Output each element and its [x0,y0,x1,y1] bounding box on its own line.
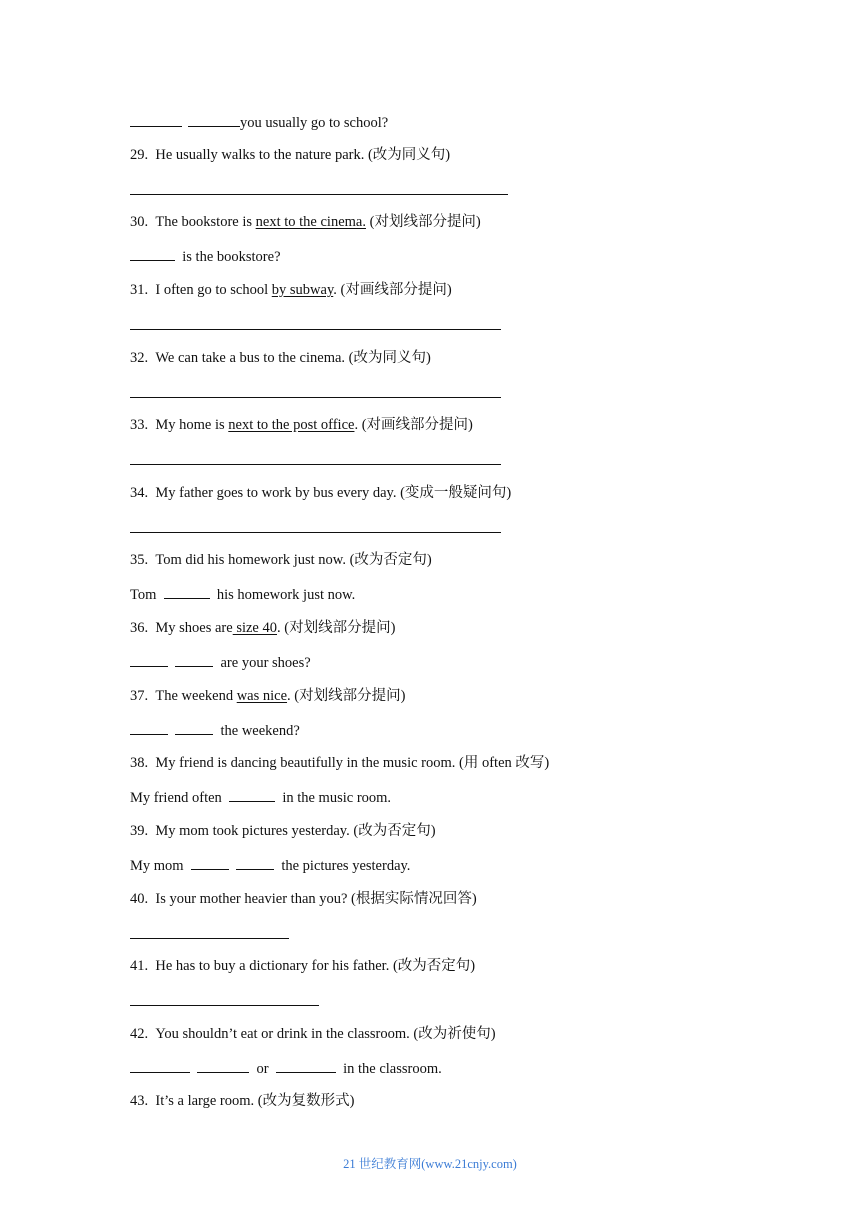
q40-answer-line[interactable] [130,938,289,939]
question-text: He has to buy a dictionary for his father. (改为否定句) [155,958,476,974]
q30-answer-text: is the bookstore? [178,249,281,265]
blank[interactable] [191,855,229,870]
question-42 [130,1024,496,1044]
question-number: 42. [130,1026,149,1042]
blank[interactable] [130,720,168,735]
q31-answer-line[interactable] [130,329,501,330]
question-text: You shouldn’t eat or drink in the classroom. (改为祈使句) [155,1026,496,1042]
question-number: 31. [130,282,149,298]
question-30 [130,212,481,232]
blank[interactable] [236,855,274,870]
answer-suffix: in the music room. [282,790,392,806]
answer-prefix: My friend often [130,790,222,806]
question-text: Is your mother heavier than you? (根据实际情况回答) [155,891,477,907]
q41-answer-line[interactable] [130,1005,319,1006]
blank[interactable] [229,787,275,802]
question-number: 35. [130,552,149,568]
blank[interactable] [130,112,182,127]
question-instruction: (对划线部分提问) [365,214,481,230]
question-number: 43. [130,1093,149,1109]
question-37 [130,686,405,706]
question-number: 36. [130,620,149,636]
question-number: 29. [130,147,149,163]
question-39 [130,821,436,841]
blank[interactable] [276,1058,336,1073]
question-text: Tom did his homework just now. (改为否定句) [155,552,432,568]
question-34 [130,483,511,503]
question-instruction: . (对画线部分提问) [333,282,452,298]
question-33 [130,415,473,435]
underlined-part: next to the post office [228,417,355,433]
answer-suffix: in the classroom. [343,1061,442,1077]
blank[interactable] [130,1058,190,1073]
question-text: My friend is dancing beautifully in the music room. (用 often 改写) [155,755,550,771]
question-number: 39. [130,823,149,839]
answer-suffix: are your shoes? [220,655,311,671]
question-number: 38. [130,755,149,771]
question-number: 33. [130,417,149,433]
q28-answer-text: you usually go to school? [240,115,389,131]
q35-answer-line [130,584,355,605]
answer-suffix: his homework just now. [216,587,356,603]
answer-connector: or [256,1061,269,1077]
q42-answer-line [130,1058,442,1079]
question-number: 37. [130,688,149,704]
question-29 [130,145,450,165]
blank[interactable] [130,652,168,667]
question-43 [130,1091,354,1111]
blank[interactable] [188,112,240,127]
blank[interactable] [197,1058,249,1073]
underlined-part: next to the cinema. [255,214,366,230]
q30-answer-line [130,246,281,267]
q37-answer-line [130,720,300,741]
question-41 [130,956,475,976]
question-38 [130,753,549,773]
underlined-part: size 40 [232,620,277,636]
question-text: It’s a large room. (改为复数形式) [155,1093,355,1109]
question-number: 30. [130,214,149,230]
question-35 [130,550,432,570]
question-36 [130,618,395,638]
question-number: 34. [130,485,149,501]
answer-prefix: Tom [130,587,157,603]
q39-answer-line [130,855,410,876]
blank[interactable] [175,652,213,667]
question-instruction: . (对画线部分提问) [354,417,473,433]
question-text: I often go to school [155,282,272,298]
question-text: My home is [155,417,229,433]
question-number: 40. [130,891,149,907]
question-number: 32. [130,350,149,366]
q38-answer-line [130,787,391,808]
question-32 [130,348,431,368]
blank[interactable] [175,720,213,735]
question-text: My shoes are [155,620,233,636]
page-footer: 21 世纪教育网(www.21cnjy.com) [343,1157,517,1171]
question-text: The weekend [155,688,237,704]
answer-suffix: the weekend? [220,723,300,739]
question-instruction: . (对划线部分提问) [287,688,406,704]
blank[interactable] [130,246,175,261]
q28-answer-line [130,112,388,133]
q36-answer-line [130,652,311,673]
question-text: He usually walks to the nature park. (改为同义句) [155,147,451,163]
q34-answer-line[interactable] [130,532,501,533]
answer-suffix: the pictures yesterday. [281,858,411,874]
q29-answer-line[interactable] [130,194,508,195]
answer-prefix: My mom [130,858,184,874]
question-text: We can take a bus to the cinema. (改为同义句) [155,350,431,366]
question-text: The bookstore is [155,214,256,230]
underlined-part: was nice [236,688,288,704]
question-text: My mom took pictures yesterday. (改为否定句) [155,823,436,839]
question-instruction: . (对划线部分提问) [277,620,396,636]
question-31 [130,280,452,300]
underlined-part: by subway [271,282,334,298]
question-text: My father goes to work by bus every day. (变成一般疑问句) [155,485,512,501]
question-number: 41. [130,958,149,974]
q33-answer-line[interactable] [130,464,501,465]
q32-answer-line[interactable] [130,397,501,398]
blank[interactable] [164,584,210,599]
question-40 [130,889,477,909]
